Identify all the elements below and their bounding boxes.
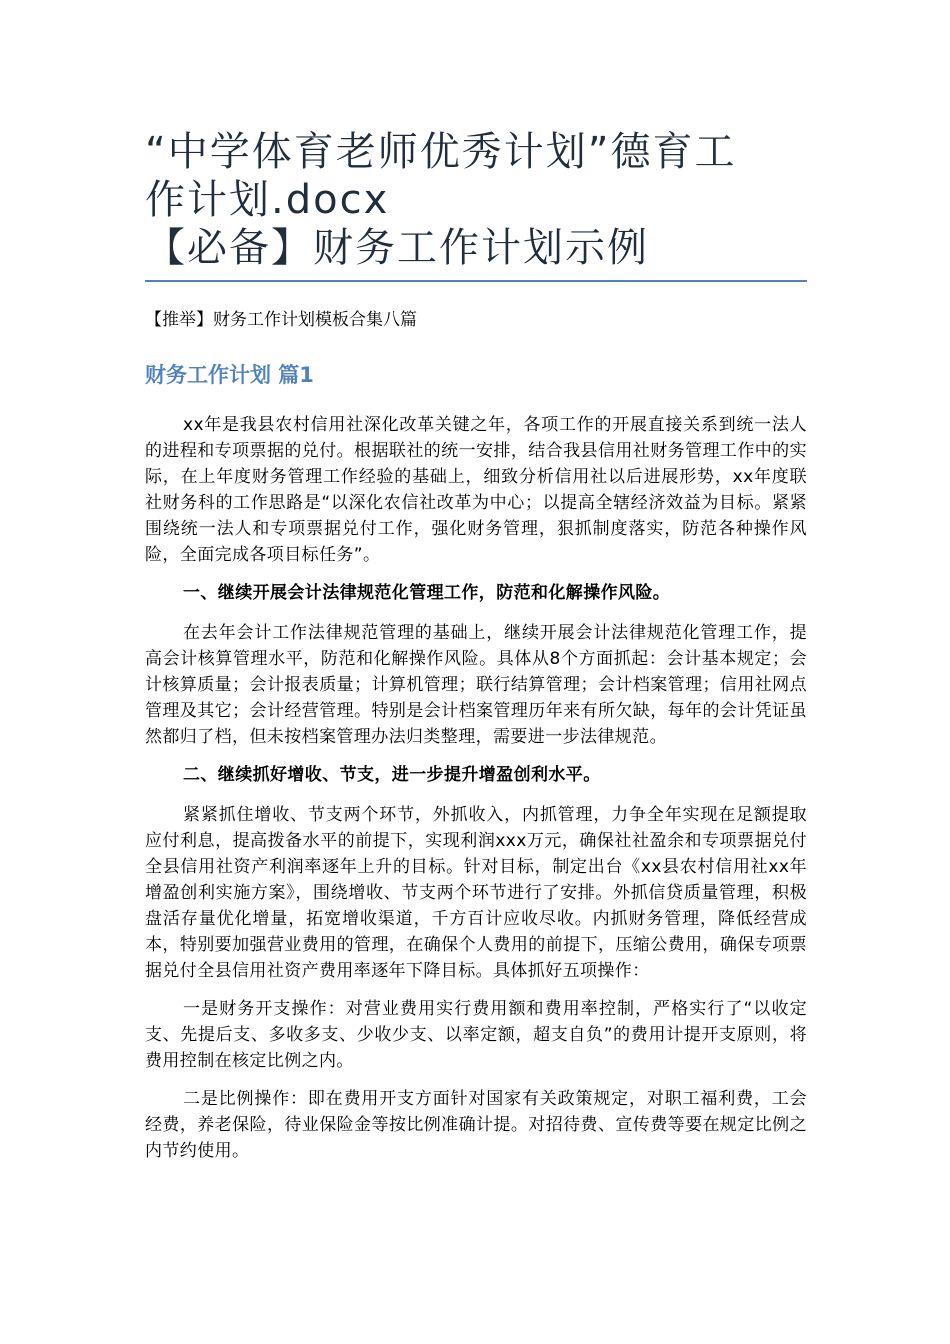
title-line-1: “中学体育老师优秀计划”德育工 bbox=[145, 129, 737, 175]
document-title bbox=[145, 128, 805, 272]
paragraph-accounting: 在去年会计工作法律规范管理的基础上，继续开展会计法律规范化管理工作，提高会计核算管理水平，防范和化解操作风险。具体从8个方面抓起：会计基本规定；会计核算质量；会计报表质量；计算机管理；联行结算管理；会计档案管理；信用社网点管理及其它；会计经营管理。特别是会计档案管理历年来有所欠缺，每年的会计凭证虽然都归了档，但未按档案管理办法归类整理，需要进一步法律规范。 bbox=[145, 623, 807, 747]
section-heading: 财务工作计划 篇1 bbox=[145, 363, 314, 387]
title-line-2: 作计划.docx bbox=[145, 177, 390, 223]
document-body bbox=[145, 412, 807, 1176]
title-divider bbox=[145, 280, 807, 282]
subheading-1: 一、继续开展会计法律规范化管理工作，防范和化解操作风险。 bbox=[183, 583, 671, 603]
title-line-3: 【必备】财务工作计划示例 bbox=[145, 225, 649, 271]
paragraph-intro: xx年是我县农村信用社深化改革关键之年，各项工作的开展直接关系到统一法人的进程和专项票据的兑付。根据联社的统一安排，结合我县信用社财务管理工作中的实际，在上年度财务管理工作经验的基础上，细致分析信用社以后进展形势，xx年度联社财务科的工作思路是“以深化农信社改革为中心；以提高全辖经济效益为目标。紧紧围绕统一法人和专项票据兑付工作，强化财务管理，狠抓制度落实，防范各种操作风险，全面完成各项目标任务”。 bbox=[145, 415, 807, 565]
paragraph-profit: 紧紧抓住增收、节支两个环节，外抓收入，内抓管理，力争全年实现在足额提取应付利息，提高拨备水平的前提下，实现利润xxx万元，确保社社盈余和专项票据兑付全县信用社资产利润率逐年上升的目标。针对目标，制定出台《xx县农村信用社xx年增盈创利实施方案》，围绕增收、节支两个环节进行了安排。外抓信贷质量管理，积极盘活存量优化增量，拓宽增收渠道，千方百计应收尽收。内抓财务管理，降低经营成本，特别要加强营业费用的管理，在确保个人费用的前提下，压缩公费用，确保专项票据兑付全县信用社资产费用率逐年下降目标。具体抓好五项操作： bbox=[145, 805, 807, 981]
subheading-2: 二、继续抓好增收、节支，进一步提升增盈创利水平。 bbox=[183, 765, 601, 785]
document-subtitle: 【推举】财务工作计划模板合集八篇 bbox=[145, 310, 417, 330]
paragraph-expense-control: 一是财务开支操作：对营业费用实行费用额和费用率控制，严格实行了“以收定支、先提后支、多收多支、少收少支、以率定额，超支自负”的费用计提开支原则，将费用控制在核定比例之内。 bbox=[145, 999, 807, 1071]
paragraph-ratio-control: 二是比例操作：即在费用开支方面针对国家有关政策规定，对职工福利费，工会经费，养老保险，待业保险金等按比例准确计提。对招待费、宣传费等要在规定比例之内节约使用。 bbox=[145, 1089, 807, 1161]
